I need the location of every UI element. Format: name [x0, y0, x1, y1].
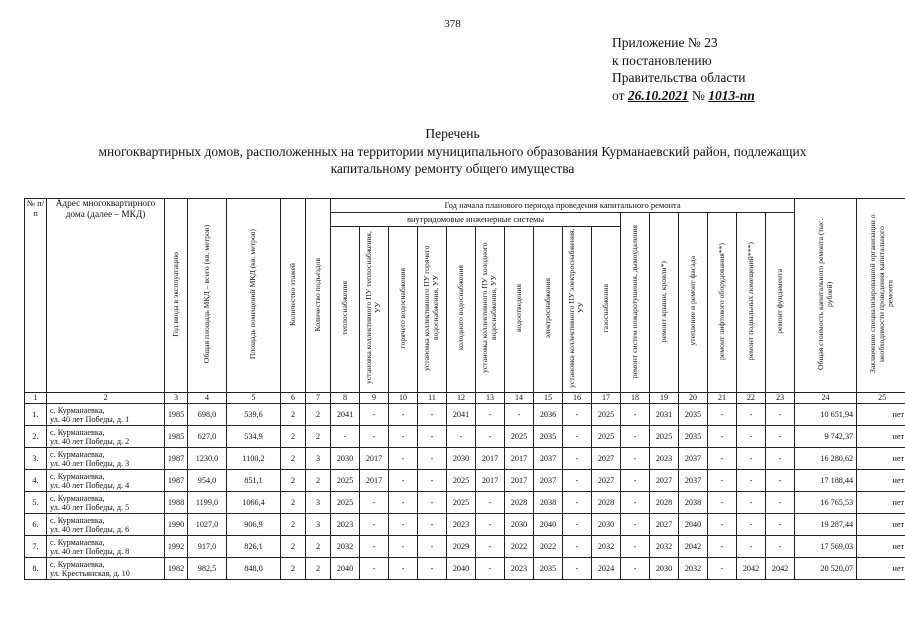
column-number: 4 — [188, 393, 227, 404]
table-cell: - — [621, 514, 650, 536]
table-cell: 2041 — [331, 404, 360, 426]
table-cell: 2 — [281, 448, 306, 470]
column-number: 12 — [447, 393, 476, 404]
table-cell: 2 — [306, 426, 331, 448]
table-cell: 2 — [281, 470, 306, 492]
table-cell: 2032 — [331, 536, 360, 558]
table-cell: 2029 — [447, 536, 476, 558]
table-cell: 1230,0 — [188, 448, 227, 470]
table-cell: 1066,4 — [227, 492, 281, 514]
table-cell: 1988 — [165, 492, 188, 514]
column-number: 18 — [621, 393, 650, 404]
table-cell: 826,1 — [227, 536, 281, 558]
table-cell: - — [360, 514, 389, 536]
table-cell: 2 — [281, 404, 306, 426]
table-cell: - — [418, 426, 447, 448]
table-cell: 2 — [281, 514, 306, 536]
column-number: 9 — [360, 393, 389, 404]
column-number: 11 — [418, 393, 447, 404]
table-cell: 539,6 — [227, 404, 281, 426]
row-address — [47, 426, 165, 448]
table-cell: 2025 — [331, 492, 360, 514]
row-number: 6. — [25, 514, 47, 536]
column-number: 3 — [165, 393, 188, 404]
table-cell: - — [621, 536, 650, 558]
table-cell: - — [766, 536, 795, 558]
column-number: 20 — [679, 393, 708, 404]
table-cell: 2035 — [534, 426, 563, 448]
table-cell: 2032 — [592, 536, 621, 558]
table-cell: 2017 — [505, 448, 534, 470]
table-cell: 2041 — [447, 404, 476, 426]
table-cell: 2 — [281, 536, 306, 558]
column-number: 2 — [47, 393, 165, 404]
table-cell: 1982 — [165, 558, 188, 580]
row-address-line-2: ул. 40 лет Победы, д. 6 — [50, 524, 130, 534]
table-row — [25, 404, 905, 426]
table-cell: - — [331, 426, 360, 448]
table-cell: 2027 — [592, 470, 621, 492]
table-row — [25, 536, 905, 558]
column-number: 17 — [592, 393, 621, 404]
table-cell: - — [737, 536, 766, 558]
header-entrances: Количество подъездов — [306, 199, 331, 393]
table-cell: 982,5 — [188, 558, 227, 580]
table-cell: 906,9 — [227, 514, 281, 536]
column-number-row — [25, 393, 905, 404]
table-cell: - — [447, 426, 476, 448]
table-cell: 2040 — [331, 558, 360, 580]
row-address-line-2: ул. 40 лет Победы, д. 4 — [50, 480, 130, 490]
table-cell: - — [476, 514, 505, 536]
table-cell: - — [737, 514, 766, 536]
row-address-line-2: ул. Крестьянская, д. 10 — [50, 568, 130, 578]
table-cell: - — [563, 492, 592, 514]
row-address-line-2: ул. 40 лет Победы, д. 5 — [50, 502, 130, 512]
table-cell: 2042 — [737, 558, 766, 580]
table-cell: - — [563, 426, 592, 448]
table-cell: 2037 — [534, 448, 563, 470]
header-roof: ремонт крыши, кровли*) — [650, 213, 679, 393]
title-line-1: Перечень — [425, 126, 480, 141]
header-drainage: водоотведения — [505, 227, 534, 393]
table-cell: 2032 — [679, 558, 708, 580]
table-cell: 2040 — [679, 514, 708, 536]
table-cell: 2038 — [534, 492, 563, 514]
table-cell: - — [563, 404, 592, 426]
column-number: 6 — [281, 393, 306, 404]
header-cold-water-meter: установка коллективного ПУ холодного водоснабжения, УУ — [476, 227, 505, 393]
table-row — [25, 448, 905, 470]
column-number: 10 — [389, 393, 418, 404]
table-cell: нет — [857, 558, 905, 580]
column-number: 25 — [857, 393, 905, 404]
appendix-date-line — [612, 87, 755, 105]
table-cell: - — [737, 492, 766, 514]
table-cell: - — [766, 470, 795, 492]
header-electricity: электроснабжения — [534, 227, 563, 393]
table-cell: 2040 — [534, 514, 563, 536]
table-cell: - — [563, 448, 592, 470]
table-cell: - — [389, 426, 418, 448]
header-total-cost: Общая стоимость капитального ремонта (тыс. рублей) — [795, 199, 857, 393]
table-cell: 1027,0 — [188, 514, 227, 536]
column-number: 13 — [476, 393, 505, 404]
table-cell: 917,0 — [188, 536, 227, 558]
header-conclusion: Заключение специализированной организации о необходимости проведения капитального ремонта — [857, 199, 905, 393]
table-cell: 2025 — [650, 426, 679, 448]
table-cell: - — [389, 536, 418, 558]
table-cell: 2040 — [447, 558, 476, 580]
table-cell: - — [708, 404, 737, 426]
header-foundation: ремонт фундамента — [766, 213, 795, 393]
table-cell: 2030 — [592, 514, 621, 536]
table-cell: 2031 — [650, 404, 679, 426]
table-cell: - — [621, 470, 650, 492]
table-cell: 2028 — [505, 492, 534, 514]
table-cell: - — [621, 404, 650, 426]
table-cell: 2023 — [650, 448, 679, 470]
header-year-built: Год ввода в эксплуатацию — [165, 199, 188, 393]
table-cell: - — [389, 514, 418, 536]
table-cell: 2017 — [360, 448, 389, 470]
header-address: Адрес многоквартирного дома (далее – МКД) — [47, 199, 165, 393]
table-cell: 2 — [281, 492, 306, 514]
page-number: 378 — [444, 18, 461, 30]
row-number: 4. — [25, 470, 47, 492]
header-fire: ремонт систем пожаротушения, дымоудаления — [621, 213, 650, 393]
row-address — [47, 558, 165, 580]
table-cell: 2017 — [360, 470, 389, 492]
table-cell: - — [360, 492, 389, 514]
table-cell: 2037 — [679, 448, 708, 470]
header-period-group: Год начала планового периода проведения капитального ремонта — [331, 199, 795, 213]
table-cell: 1992 — [165, 536, 188, 558]
header-num: № п/п — [25, 199, 47, 393]
table-cell: 3 — [306, 514, 331, 536]
table-cell: 848,0 — [227, 558, 281, 580]
table-cell: - — [389, 404, 418, 426]
document-title — [0, 125, 905, 178]
table-cell: 698,0 — [188, 404, 227, 426]
table-row — [25, 426, 905, 448]
table-cell: нет — [857, 514, 905, 536]
table-cell: 627,0 — [188, 426, 227, 448]
table-cell: - — [563, 470, 592, 492]
table-cell: 2038 — [679, 492, 708, 514]
header-floors: Количество этажей — [281, 199, 306, 393]
row-address-line-1: с. Курманаевка, — [50, 515, 105, 525]
table-cell: 2042 — [679, 536, 708, 558]
table-cell: - — [389, 470, 418, 492]
table-cell: 2022 — [534, 536, 563, 558]
table-cell: 2030 — [650, 558, 679, 580]
row-address — [47, 404, 165, 426]
table-cell: - — [563, 514, 592, 536]
table-cell: 954,0 — [188, 470, 227, 492]
table-cell: - — [389, 448, 418, 470]
row-address-line-1: с. Курманаевка, — [50, 471, 105, 481]
table-cell: - — [708, 448, 737, 470]
row-number: 7. — [25, 536, 47, 558]
header-basement: ремонт подвальных помещений***) — [737, 213, 766, 393]
column-number: 22 — [737, 393, 766, 404]
table-cell: - — [418, 404, 447, 426]
row-address-line-2: ул. 40 лет Победы, д. 8 — [50, 546, 130, 556]
table-cell: - — [708, 514, 737, 536]
table-cell: - — [389, 492, 418, 514]
header-elevator: ремонт лифтового оборудования**) — [708, 213, 737, 393]
row-address-line-1: с. Курманаевка, — [50, 427, 105, 437]
column-number: 15 — [534, 393, 563, 404]
table-cell: 2027 — [650, 514, 679, 536]
table-cell: - — [766, 404, 795, 426]
appendix-line-2: к постановлению — [612, 52, 712, 68]
table-cell: - — [737, 404, 766, 426]
table-cell: нет — [857, 448, 905, 470]
row-number: 5. — [25, 492, 47, 514]
table-cell: 2035 — [679, 404, 708, 426]
table-cell: 2042 — [766, 558, 795, 580]
table-row — [25, 492, 905, 514]
table-cell: 2023 — [505, 558, 534, 580]
table-cell: - — [766, 492, 795, 514]
table-cell: - — [766, 426, 795, 448]
column-number: 8 — [331, 393, 360, 404]
row-number: 8. — [25, 558, 47, 580]
table-cell: - — [360, 558, 389, 580]
table-cell: - — [708, 470, 737, 492]
table-cell: - — [389, 558, 418, 580]
header-electricity-meter: установка коллективного ПУ электроснабжения, УУ — [563, 227, 592, 393]
table-row — [25, 470, 905, 492]
table-cell: 2 — [306, 536, 331, 558]
table-cell: 9 742,37 — [795, 426, 857, 448]
column-number: 7 — [306, 393, 331, 404]
row-address-line-1: с. Курманаевка, — [50, 559, 105, 569]
table-cell: 2030 — [505, 514, 534, 536]
table-cell: - — [621, 426, 650, 448]
table-cell: - — [418, 492, 447, 514]
header-systems-group: внутридомовые инженерные системы — [331, 213, 621, 227]
table-cell: 2028 — [592, 492, 621, 514]
title-line-3: капитальному ремонту общего имущества — [330, 161, 575, 176]
table-cell: - — [418, 536, 447, 558]
table-cell: 851,1 — [227, 470, 281, 492]
table-row — [25, 514, 905, 536]
column-number: 24 — [795, 393, 857, 404]
table-cell: 2037 — [679, 470, 708, 492]
appendix-line-1: Приложение № 23 — [612, 35, 718, 50]
header-hot-water: горячего водоснабжения — [389, 227, 418, 393]
table-cell: - — [476, 492, 505, 514]
row-address-line-2: ул. 40 лет Победы, д. 2 — [50, 436, 130, 446]
header-hot-water-meter: установка коллективного ПУ горячего водоснабжения, УУ — [418, 227, 447, 393]
table-cell: 2 — [306, 558, 331, 580]
column-number: 16 — [563, 393, 592, 404]
appendix-number: 1013-пп — [708, 87, 755, 103]
table-cell: - — [360, 536, 389, 558]
row-number: 1. — [25, 404, 47, 426]
column-number: 1 — [25, 393, 47, 404]
table-cell: - — [563, 558, 592, 580]
row-number: 2. — [25, 426, 47, 448]
table-cell: нет — [857, 426, 905, 448]
table-cell: - — [737, 448, 766, 470]
table-cell: - — [360, 404, 389, 426]
table-cell: - — [708, 492, 737, 514]
table-cell: 3 — [306, 448, 331, 470]
table-cell: 19 287,44 — [795, 514, 857, 536]
table-cell: 1987 — [165, 448, 188, 470]
row-address-line-1: с. Курманаевка, — [50, 449, 105, 459]
table-cell: 2025 — [505, 426, 534, 448]
row-address — [47, 470, 165, 492]
table-cell: 2025 — [447, 470, 476, 492]
row-address-line-2: ул. 40 лет Победы, д. 1 — [50, 414, 130, 424]
table-cell: - — [737, 470, 766, 492]
table-cell: - — [708, 536, 737, 558]
table-cell: 2025 — [447, 492, 476, 514]
table-cell: - — [563, 536, 592, 558]
table-cell: нет — [857, 470, 905, 492]
table-cell: 10 651,94 — [795, 404, 857, 426]
table-cell: 17 188,44 — [795, 470, 857, 492]
title-line-2: многоквартирных домов, расположенных на территории муниципального образования Курманаевский район, подлежащих — [98, 143, 807, 159]
table-cell: 2 — [281, 426, 306, 448]
table-cell: - — [766, 448, 795, 470]
table-cell: 16 765,53 — [795, 492, 857, 514]
table-cell: - — [360, 426, 389, 448]
table-cell: 2017 — [505, 470, 534, 492]
table-cell: 2 — [281, 558, 306, 580]
row-address-line-1: с. Курманаевка, — [50, 537, 105, 547]
row-address-line-1: с. Курманаевка, — [50, 493, 105, 503]
table-cell: 2027 — [592, 448, 621, 470]
table-cell: 1100,2 — [227, 448, 281, 470]
row-address-line-1: с. Курманаевка, — [50, 405, 105, 415]
table-cell: 2037 — [534, 470, 563, 492]
header-heat-meter: установка коллективного ПУ теплоснабжения, УУ — [360, 227, 389, 393]
table-cell: 2 — [306, 470, 331, 492]
table-cell: - — [418, 558, 447, 580]
table-cell: - — [766, 514, 795, 536]
column-number: 5 — [227, 393, 281, 404]
table-cell: 2025 — [592, 426, 621, 448]
column-number: 19 — [650, 393, 679, 404]
table-cell: - — [708, 426, 737, 448]
header-heating: теплоснабжения — [331, 227, 360, 393]
column-number: 14 — [505, 393, 534, 404]
row-address — [47, 514, 165, 536]
table-cell: - — [476, 404, 505, 426]
table-cell: нет — [857, 404, 905, 426]
table-cell: 2035 — [679, 426, 708, 448]
table-cell: 2028 — [650, 492, 679, 514]
appendix-prefix: от — [612, 87, 625, 103]
header-premises-area: Площадь помещений МКД (кв. метров) — [227, 199, 281, 393]
table-cell: - — [737, 426, 766, 448]
header-total-area: Общая площадь МКД – всего (кв. метров) — [188, 199, 227, 393]
table-cell: нет — [857, 492, 905, 514]
table-cell: 1987 — [165, 470, 188, 492]
table-cell: 17 569,03 — [795, 536, 857, 558]
column-number: 21 — [708, 393, 737, 404]
row-address — [47, 536, 165, 558]
table-cell: - — [621, 492, 650, 514]
table-cell: 1990 — [165, 514, 188, 536]
appendix-line-3: Правительства области — [612, 70, 746, 85]
table-cell: 20 520,07 — [795, 558, 857, 580]
table-row — [25, 558, 905, 580]
table-cell: 2 — [306, 404, 331, 426]
table-cell: - — [476, 536, 505, 558]
header-facade: утепление и ремонт фасада — [679, 213, 708, 393]
appendix-number-sign: № — [691, 87, 705, 103]
header-gas: газоснабжения — [592, 227, 621, 393]
table-cell: 2023 — [331, 514, 360, 536]
table-cell: 1199,0 — [188, 492, 227, 514]
table-cell: - — [621, 448, 650, 470]
table-cell: 2036 — [534, 404, 563, 426]
appendix-block — [612, 34, 755, 104]
table-cell: 2025 — [592, 404, 621, 426]
table-cell: 2024 — [592, 558, 621, 580]
table-cell: - — [476, 426, 505, 448]
buildings-table — [24, 198, 905, 580]
table-cell: 2017 — [476, 448, 505, 470]
table-cell: 16 280,62 — [795, 448, 857, 470]
table-cell: - — [505, 404, 534, 426]
table-cell: - — [476, 558, 505, 580]
table-cell: 2025 — [331, 470, 360, 492]
table-cell: 2017 — [476, 470, 505, 492]
table-cell: - — [621, 558, 650, 580]
column-number: 23 — [766, 393, 795, 404]
table-cell: 2023 — [447, 514, 476, 536]
row-number: 3. — [25, 448, 47, 470]
table-cell: 1985 — [165, 426, 188, 448]
row-address — [47, 492, 165, 514]
table-cell: 2022 — [505, 536, 534, 558]
table-cell: 534,9 — [227, 426, 281, 448]
table-cell: - — [708, 558, 737, 580]
appendix-date: 26.10.2021 — [627, 87, 689, 103]
table-cell: 2035 — [534, 558, 563, 580]
row-address-line-2: ул. 40 лет Победы, д. 3 — [50, 458, 130, 468]
table-cell: нет — [857, 536, 905, 558]
table-cell: 3 — [306, 492, 331, 514]
table-cell: 2030 — [447, 448, 476, 470]
table-cell: - — [418, 514, 447, 536]
table-cell: 2030 — [331, 448, 360, 470]
table-cell: - — [418, 448, 447, 470]
table-cell: 2027 — [650, 470, 679, 492]
row-address — [47, 448, 165, 470]
table-cell: 2032 — [650, 536, 679, 558]
header-cold-water: холодного водоснабжения — [447, 227, 476, 393]
table-cell: 1985 — [165, 404, 188, 426]
table-cell: - — [418, 470, 447, 492]
